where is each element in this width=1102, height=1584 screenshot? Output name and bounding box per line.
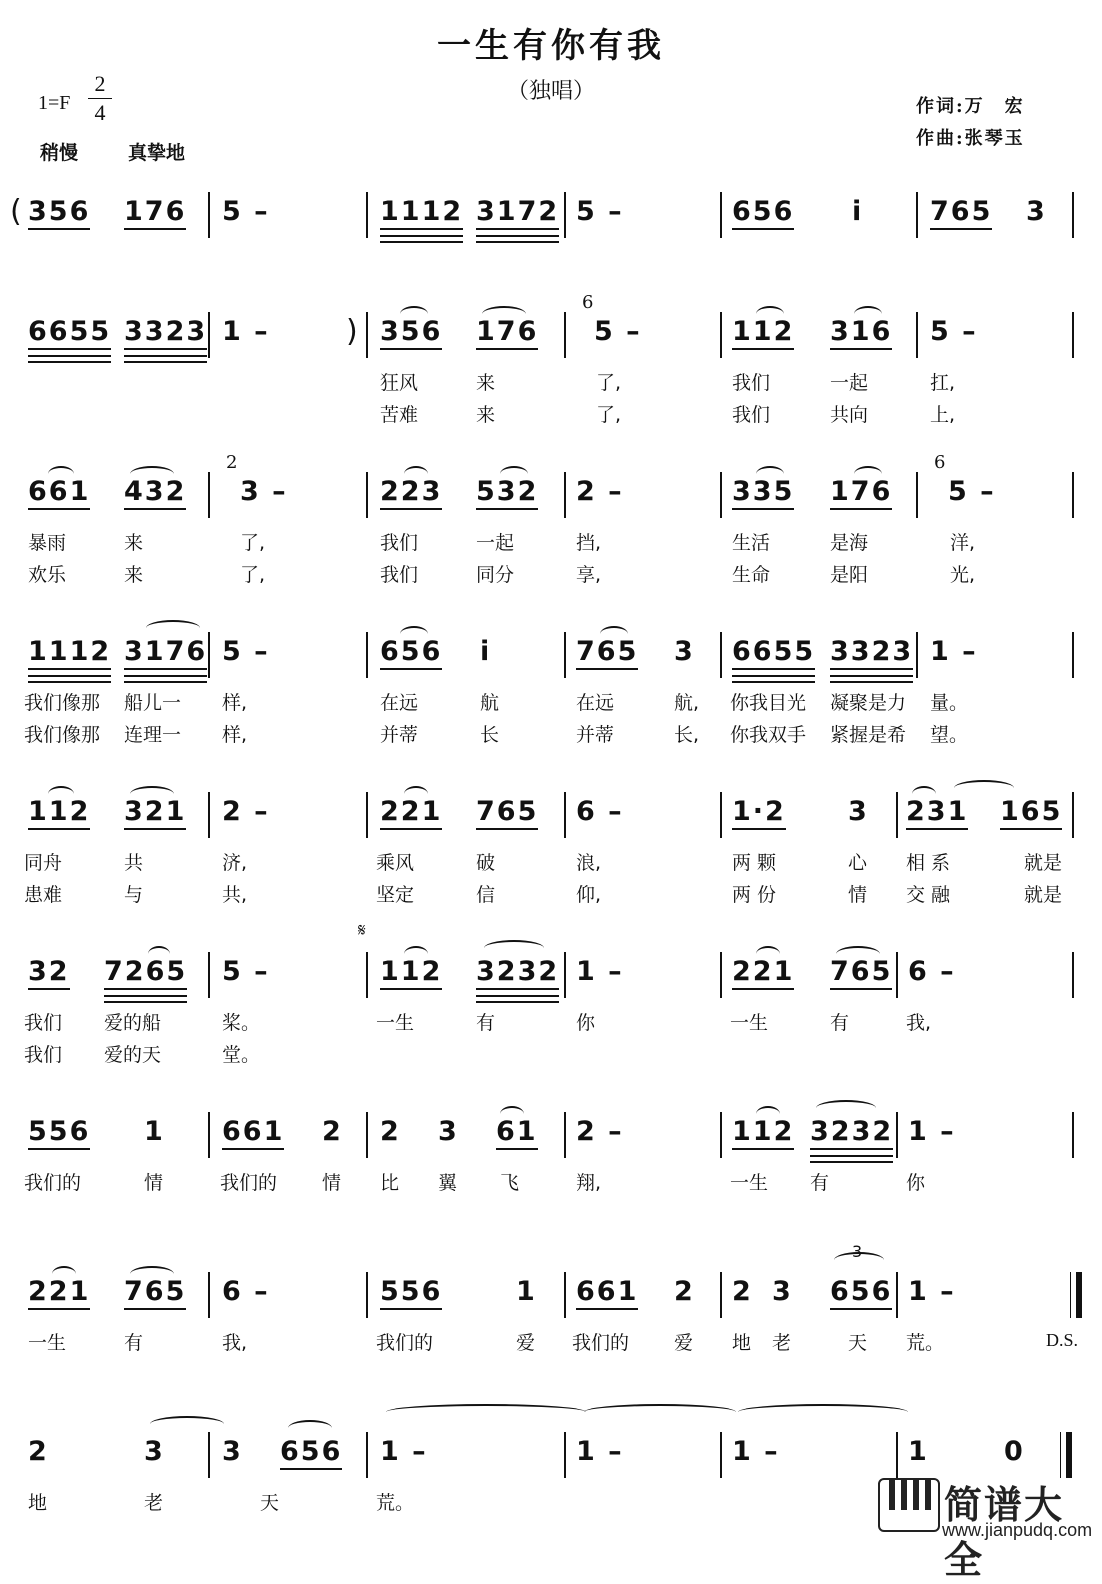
bar-line bbox=[1072, 792, 1074, 838]
bar-line bbox=[720, 1432, 722, 1478]
bar-line bbox=[564, 952, 566, 998]
composer-credit: 作曲:张琴玉 bbox=[916, 128, 1025, 149]
lyric: 光, bbox=[950, 564, 976, 586]
triplet-bracket bbox=[834, 1252, 884, 1268]
slur bbox=[484, 940, 544, 956]
lyric: 就是 bbox=[1024, 884, 1063, 906]
bar-line bbox=[208, 792, 210, 838]
note-group: 6 – bbox=[576, 796, 624, 827]
bar-line bbox=[896, 1112, 898, 1158]
bar-line bbox=[366, 1432, 368, 1478]
lyric: 共 bbox=[124, 852, 144, 874]
bar-line bbox=[916, 192, 918, 238]
bar-line bbox=[916, 632, 918, 678]
bar-line bbox=[720, 1112, 722, 1158]
lyric: 地 bbox=[732, 1332, 752, 1354]
lyric: 并蒂 bbox=[380, 724, 419, 746]
lyric: 与 bbox=[124, 884, 144, 906]
piano-keys-icon bbox=[878, 1478, 940, 1532]
bar-line bbox=[208, 1272, 210, 1318]
note-group: 3 bbox=[772, 1276, 793, 1307]
note-group: 656 bbox=[732, 196, 794, 230]
lyric: 乘风 bbox=[376, 852, 415, 874]
lyric: 你 bbox=[906, 1172, 926, 1194]
note-group: 5 – bbox=[222, 196, 270, 227]
lyric: 望。 bbox=[930, 724, 969, 746]
lyric: 我们像那 bbox=[24, 692, 101, 714]
lyric: 信 bbox=[476, 884, 496, 906]
lyric: 老 bbox=[144, 1492, 164, 1514]
lyric: 苦难 bbox=[380, 404, 419, 426]
lyric: 来 bbox=[476, 372, 496, 394]
note-group: 765 bbox=[124, 1276, 186, 1310]
lyric: 浪, bbox=[576, 852, 602, 874]
tempo-marking: 稍慢 bbox=[40, 142, 79, 164]
lyric: 了, bbox=[596, 404, 622, 426]
lyric: 上, bbox=[930, 404, 956, 426]
note-group: 335 bbox=[732, 476, 794, 510]
note-group: 656 bbox=[830, 1276, 892, 1310]
bar-line bbox=[1072, 192, 1074, 238]
lyric: 堂。 bbox=[222, 1044, 261, 1066]
note-group: 3172 bbox=[476, 196, 559, 230]
note-group: 765 bbox=[830, 956, 892, 990]
bar-line bbox=[896, 1432, 898, 1478]
lyric: 航, bbox=[674, 692, 700, 714]
note-group: 1 – bbox=[908, 1276, 956, 1307]
lyric: 我们的 bbox=[24, 1172, 82, 1194]
lyric: 情 bbox=[848, 884, 868, 906]
bar-line bbox=[720, 792, 722, 838]
tie-arc bbox=[150, 1416, 224, 1432]
lyric: 一生 bbox=[730, 1172, 769, 1194]
lyric: 长, bbox=[674, 724, 700, 746]
lyric: 狂风 bbox=[380, 372, 419, 394]
bar-line bbox=[916, 472, 918, 518]
note-group: 556 bbox=[28, 1116, 90, 1150]
bar-line bbox=[366, 1272, 368, 1318]
lyric: 我, bbox=[222, 1332, 248, 1354]
note-group: 3 bbox=[222, 1436, 243, 1467]
note-group: 1 bbox=[144, 1116, 165, 1147]
note-group: 3 bbox=[848, 796, 869, 827]
bar-line bbox=[208, 1112, 210, 1158]
lyric: 爱 bbox=[674, 1332, 694, 1354]
note-group: 316 bbox=[830, 316, 892, 350]
slur bbox=[288, 1420, 332, 1436]
note-group: 1 – bbox=[576, 956, 624, 987]
bar-line bbox=[1072, 1112, 1074, 1158]
bar-line bbox=[208, 952, 210, 998]
note-group: 765 bbox=[476, 796, 538, 830]
lyric: 一生 bbox=[28, 1332, 67, 1354]
lyric: 我们的 bbox=[220, 1172, 278, 1194]
note-group: 1 – bbox=[930, 636, 978, 667]
note-group: 6655 bbox=[732, 636, 815, 670]
note-group: 2 – bbox=[222, 796, 270, 827]
lyric: 天 bbox=[260, 1492, 280, 1514]
note-group: 656 bbox=[280, 1436, 342, 1470]
note-group: 3 bbox=[674, 636, 695, 667]
note-group: 112 bbox=[732, 1116, 794, 1150]
tie-arc bbox=[386, 1404, 586, 1420]
lyric: 有 bbox=[830, 1012, 850, 1034]
lyric: 欢乐 bbox=[28, 564, 67, 586]
note-group: 5 – bbox=[576, 196, 624, 227]
note-group: 661 bbox=[576, 1276, 638, 1310]
bar-line bbox=[896, 952, 898, 998]
tie-arc bbox=[584, 1404, 736, 1420]
bar-line bbox=[208, 312, 210, 358]
logo-brand: 简谱大全 bbox=[944, 1483, 1065, 1582]
logo-url: www.jianpudq.com bbox=[942, 1520, 1093, 1540]
bar-line bbox=[1072, 632, 1074, 678]
note-group: 176 bbox=[476, 316, 538, 350]
bar-line bbox=[720, 472, 722, 518]
bar-line bbox=[916, 312, 918, 358]
lyric: 我们 bbox=[24, 1012, 63, 1034]
note-group: 165 bbox=[1000, 796, 1062, 830]
lyric: 我们的 bbox=[376, 1332, 434, 1354]
note-group: 3323 bbox=[830, 636, 913, 670]
lyric: 并蒂 bbox=[576, 724, 615, 746]
lyric: 一起 bbox=[476, 532, 515, 554]
note-group: 1 – bbox=[380, 1436, 428, 1467]
lyric: 一生 bbox=[730, 1012, 769, 1034]
bar-line bbox=[564, 1432, 566, 1478]
lyric: 在远 bbox=[576, 692, 615, 714]
note-group: 61 bbox=[496, 1116, 538, 1150]
lyric: 荒。 bbox=[906, 1332, 945, 1354]
grace-note: 6 bbox=[934, 452, 946, 473]
note-group: 1 – bbox=[576, 1436, 624, 1467]
slur bbox=[146, 620, 200, 636]
slur bbox=[816, 1100, 876, 1116]
lyric: 两 颗 bbox=[732, 852, 777, 874]
lyric: 有 bbox=[476, 1012, 496, 1034]
bar-line bbox=[366, 472, 368, 518]
lyric: 航 bbox=[480, 692, 500, 714]
bar-line bbox=[564, 192, 566, 238]
lyric: 了, bbox=[240, 564, 266, 586]
lyric: 连理一 bbox=[124, 724, 182, 746]
lyric: 我们 bbox=[380, 564, 419, 586]
note-group: 223 bbox=[380, 476, 442, 510]
note-group: 5 – bbox=[222, 636, 270, 667]
note-group: 3 – bbox=[240, 476, 288, 507]
note-group: 3323 bbox=[124, 316, 207, 350]
note-group: 1·2 bbox=[732, 796, 786, 830]
note-group: 356 bbox=[28, 196, 90, 230]
note-group: 6 – bbox=[908, 956, 956, 987]
note-group: 356 bbox=[380, 316, 442, 350]
note-group: 1 bbox=[516, 1276, 537, 1307]
bar-line bbox=[896, 792, 898, 838]
time-top: 2 bbox=[94, 71, 106, 96]
lyric: 翔, bbox=[576, 1172, 602, 1194]
note-group: 5 – bbox=[948, 476, 996, 507]
tie-arc bbox=[738, 1404, 908, 1420]
lyric: 你我双手 bbox=[730, 724, 807, 746]
lyric: 天 bbox=[848, 1332, 868, 1354]
lyric: 破 bbox=[476, 852, 496, 874]
note-group: 2 bbox=[322, 1116, 343, 1147]
bar-line bbox=[366, 952, 368, 998]
bar-line bbox=[564, 1272, 566, 1318]
lyric: 享, bbox=[576, 564, 602, 586]
lyric: 我们 bbox=[380, 532, 419, 554]
lyric: 共向 bbox=[830, 404, 869, 426]
note-group: 112 bbox=[732, 316, 794, 350]
note-group: 6655 bbox=[28, 316, 111, 350]
lyric: 来 bbox=[124, 564, 144, 586]
note-group: 2 – bbox=[576, 476, 624, 507]
grace-note: 6 bbox=[582, 292, 594, 313]
note-group: i bbox=[852, 196, 864, 227]
lyric: 爱的天 bbox=[104, 1044, 162, 1066]
lyric: 比 bbox=[380, 1172, 400, 1194]
bar-line bbox=[720, 312, 722, 358]
note-group: i bbox=[480, 636, 492, 667]
note-group: 3 bbox=[438, 1116, 459, 1147]
note-group: 656 bbox=[380, 636, 442, 670]
bar-line bbox=[720, 1272, 722, 1318]
lyric: 济, bbox=[222, 852, 248, 874]
lyric: 你我目光 bbox=[730, 692, 807, 714]
note-group: 556 bbox=[380, 1276, 442, 1310]
note-group: 2 bbox=[674, 1276, 695, 1307]
note-group: 1 – bbox=[732, 1436, 780, 1467]
lyric: 挡, bbox=[576, 532, 602, 554]
lyric: 生命 bbox=[732, 564, 771, 586]
bar-line bbox=[564, 792, 566, 838]
lyric: 是海 bbox=[830, 532, 869, 554]
lyric: 有 bbox=[124, 1332, 144, 1354]
note-group: 2 – bbox=[576, 1116, 624, 1147]
lyric: 同分 bbox=[476, 564, 515, 586]
note-group: 221 bbox=[28, 1276, 90, 1310]
note-group: 3 bbox=[1026, 196, 1047, 227]
bar-line bbox=[366, 192, 368, 238]
bar-line bbox=[720, 192, 722, 238]
lyric: 凝聚是力 bbox=[830, 692, 907, 714]
bar-line bbox=[208, 1432, 210, 1478]
repeat-close-paren: ) bbox=[346, 314, 358, 349]
note-group: 7265 bbox=[104, 956, 187, 990]
lyric: 两 份 bbox=[732, 884, 777, 906]
lyric: 紧握是希 bbox=[830, 724, 907, 746]
lyric: 就是 bbox=[1024, 852, 1063, 874]
lyric: 地 bbox=[28, 1492, 48, 1514]
lyric: 我们 bbox=[732, 404, 771, 426]
bar-line bbox=[564, 1112, 566, 1158]
note-group: 1 – bbox=[908, 1116, 956, 1147]
lyric: 生活 bbox=[732, 532, 771, 554]
lyric: 在远 bbox=[380, 692, 419, 714]
bar-line bbox=[208, 192, 210, 238]
lyric: 仰, bbox=[576, 884, 602, 906]
lyricist-credit: 作词:万 宏 bbox=[916, 96, 1025, 117]
bar-line bbox=[720, 952, 722, 998]
note-group: 221 bbox=[380, 796, 442, 830]
lyric: 了, bbox=[596, 372, 622, 394]
note-group: 661 bbox=[28, 476, 90, 510]
note-group: 2 bbox=[732, 1276, 753, 1307]
note-group: 2 bbox=[28, 1436, 49, 1467]
note-group: 765 bbox=[576, 636, 638, 670]
lyric: 来 bbox=[476, 404, 496, 426]
lyric: 量。 bbox=[930, 692, 969, 714]
double-bar-thick bbox=[1076, 1272, 1082, 1318]
note-group: 176 bbox=[124, 196, 186, 230]
dal-segno: D.S. bbox=[1046, 1330, 1079, 1350]
note-group: 5 – bbox=[930, 316, 978, 347]
lyric: 洋, bbox=[950, 532, 976, 554]
time-bottom: 4 bbox=[94, 100, 106, 125]
lyric: 共, bbox=[222, 884, 248, 906]
note-group: 3 bbox=[144, 1436, 165, 1467]
note-group: 765 bbox=[930, 196, 992, 230]
lyric: 来 bbox=[124, 532, 144, 554]
note-group: 1 – bbox=[222, 316, 270, 347]
note-group: 112 bbox=[28, 796, 90, 830]
lyric: 爱的船 bbox=[104, 1012, 162, 1034]
bar-line bbox=[1072, 312, 1074, 358]
lyric: 相 系 bbox=[906, 852, 951, 874]
bar-line bbox=[896, 1272, 898, 1318]
lyric: 爱 bbox=[516, 1332, 536, 1354]
lyric: 同舟 bbox=[24, 852, 63, 874]
grace-note: 2 bbox=[226, 452, 238, 473]
note-group: 1112 bbox=[380, 196, 463, 230]
lyric: 我们的 bbox=[572, 1332, 630, 1354]
bar-line bbox=[366, 632, 368, 678]
bar-line bbox=[366, 1112, 368, 1158]
bar-line bbox=[720, 632, 722, 678]
bar-line bbox=[1072, 952, 1074, 998]
bar-line bbox=[366, 312, 368, 358]
note-group: 112 bbox=[380, 956, 442, 990]
note-group: 176 bbox=[830, 476, 892, 510]
lyric: 老 bbox=[772, 1332, 792, 1354]
lyric: 坚定 bbox=[376, 884, 415, 906]
double-bar-thick bbox=[1066, 1432, 1072, 1478]
note-group: 532 bbox=[476, 476, 538, 510]
note-group: 321 bbox=[124, 796, 186, 830]
lyric: 一起 bbox=[830, 372, 869, 394]
note-group: 3232 bbox=[476, 956, 559, 990]
song-subtitle: （独唱） bbox=[506, 79, 595, 104]
bar-line bbox=[208, 472, 210, 518]
lyric: 桨。 bbox=[222, 1012, 261, 1034]
lyric: 样, bbox=[222, 724, 248, 746]
slur bbox=[954, 780, 1014, 796]
note-group: 231 bbox=[906, 796, 968, 830]
bar-line bbox=[208, 632, 210, 678]
time-signature bbox=[88, 72, 112, 125]
lyric: 我们像那 bbox=[24, 724, 101, 746]
lyric: 患难 bbox=[24, 884, 63, 906]
note-group: 3232 bbox=[810, 1116, 893, 1150]
bar-line bbox=[564, 312, 566, 358]
lyric: 你 bbox=[576, 1012, 596, 1034]
note-group: 432 bbox=[124, 476, 186, 510]
bar-line bbox=[1072, 472, 1074, 518]
segno-icon: 𝄋 bbox=[358, 920, 366, 941]
triplet-mark: 3 bbox=[852, 1242, 863, 1261]
lyric: 心 bbox=[848, 852, 868, 874]
note-group: 2 bbox=[380, 1116, 401, 1147]
lyric: 样, bbox=[222, 692, 248, 714]
lyric: 我们 bbox=[732, 372, 771, 394]
mood-marking: 真挚地 bbox=[128, 142, 186, 164]
lyric: 情 bbox=[144, 1172, 164, 1194]
lyric: 长 bbox=[480, 724, 500, 746]
lyric: 是阳 bbox=[830, 564, 869, 586]
note-group: 221 bbox=[732, 956, 794, 990]
lyric: 翼 bbox=[438, 1172, 458, 1194]
key-signature: 1=F bbox=[38, 92, 71, 114]
note-group: 1 bbox=[908, 1436, 929, 1467]
lyric: 了, bbox=[240, 532, 266, 554]
lyric: 交 融 bbox=[906, 884, 951, 906]
lyric: 情 bbox=[322, 1172, 342, 1194]
bar-line bbox=[366, 792, 368, 838]
note-group: 661 bbox=[222, 1116, 284, 1150]
lyric: 扛, bbox=[930, 372, 956, 394]
double-bar-thin bbox=[1060, 1432, 1061, 1478]
repeat-open-paren: ( bbox=[10, 194, 22, 229]
lyric: 我们 bbox=[24, 1044, 63, 1066]
lyric: 一生 bbox=[376, 1012, 415, 1034]
note-group: 32 bbox=[28, 956, 70, 990]
watermark-logo bbox=[878, 1474, 1100, 1582]
note-group: 5 – bbox=[594, 316, 642, 347]
note-group: 6 – bbox=[222, 1276, 270, 1307]
lyric: 船儿一 bbox=[124, 692, 182, 714]
note-group: 1112 bbox=[28, 636, 111, 670]
lyric: 暴雨 bbox=[28, 532, 67, 554]
note-group: 3176 bbox=[124, 636, 207, 670]
double-bar-thin bbox=[1070, 1272, 1071, 1318]
bar-line bbox=[564, 632, 566, 678]
note-group: 5 – bbox=[222, 956, 270, 987]
lyric: 荒。 bbox=[376, 1492, 415, 1514]
time-divider bbox=[88, 98, 112, 99]
lyric: 飞 bbox=[500, 1172, 520, 1194]
note-group: 0 bbox=[1004, 1436, 1025, 1467]
lyric: 有 bbox=[810, 1172, 830, 1194]
bar-line bbox=[564, 472, 566, 518]
lyric: 我, bbox=[906, 1012, 932, 1034]
song-title: 一生有你有我 bbox=[437, 26, 665, 66]
